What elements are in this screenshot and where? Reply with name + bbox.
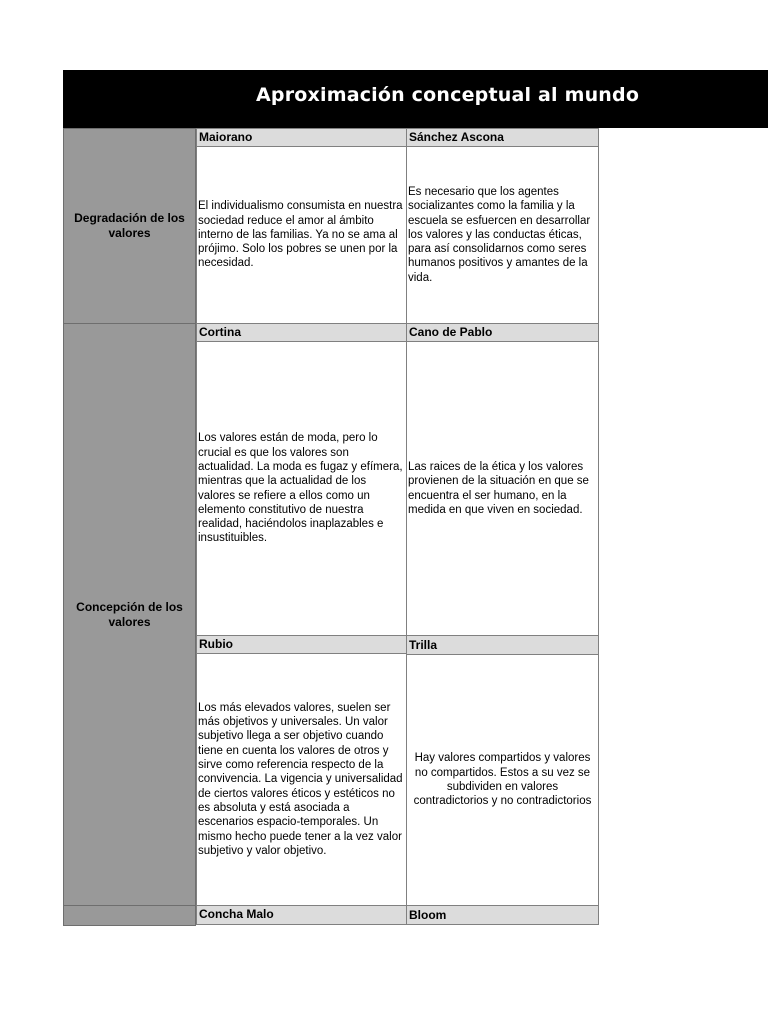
quote-text: Es necesario que los agentes socializantes como la familia y la escuela se esfuercen en desarrollar los valores y las conductas éticas, para así consolidarnos como seres humanos positivos y amantes de la vida. xyxy=(408,185,591,284)
author-header: Concha Malo xyxy=(196,905,407,925)
page-title: Aproximación conceptual al mundo xyxy=(256,84,640,106)
quote-text: Los valores están de moda, pero lo crucial es que los valores son actualidad. La moda es fugaz y efímera, mientras que la actualidad de los valores se refiere a ellos como un elemento constitutivo de nuestra realidad, haciéndolos inaplazables e insustituibles. xyxy=(198,432,403,545)
author-header: Sánchez Ascona xyxy=(406,128,599,147)
category-degradacion: Degradación de los valores xyxy=(63,128,196,324)
author-header: Cortina xyxy=(196,323,407,342)
quote-cell xyxy=(196,146,407,324)
author-header: Trilla xyxy=(406,635,599,655)
author-header: Rubio xyxy=(196,635,407,654)
quote-text: El individualismo consumista en nuestra sociedad reduce el amor al ámbito interno de las familias. Ya no se ama al prójimo. Solo los pobres se unen por la necesidad. xyxy=(198,200,403,270)
quote-text: Hay valores compartidos y valores no compartidos. Estos a su vez se subdividen en valores contradictorios y no contradictorios xyxy=(413,752,592,808)
quote-cell xyxy=(406,654,599,906)
quote-text: Los más elevados valores, suelen ser más objetivos y universales. Un valor subjetivo llega a ser objetivo cuando tiene en cuenta los valores de otros y sirve como referencia respecto de la convivencia. La vigencia y universalidad de ciertos valores éticos y estéticos no es absoluta y está asociada a escenarios espacio-temporales. Un mismo hecho puede tener a la vez valor subjetivo y valor objetivo. xyxy=(198,701,403,857)
quote-cell xyxy=(196,341,407,636)
quote-cell xyxy=(406,341,599,636)
author-header: Bloom xyxy=(406,905,599,925)
author-header: Cano de Pablo xyxy=(406,323,599,342)
category-concepcion: Concepción de los valores xyxy=(63,323,196,906)
quote-cell xyxy=(406,146,599,324)
category-cell xyxy=(63,905,196,926)
author-header: Maiorano xyxy=(196,128,407,147)
quote-text: Las raices de la ética y los valores provienen de la situación en que se encuentra el ser humano, en la medida en que viven en sociedad. xyxy=(408,460,589,516)
quote-cell xyxy=(196,653,407,906)
